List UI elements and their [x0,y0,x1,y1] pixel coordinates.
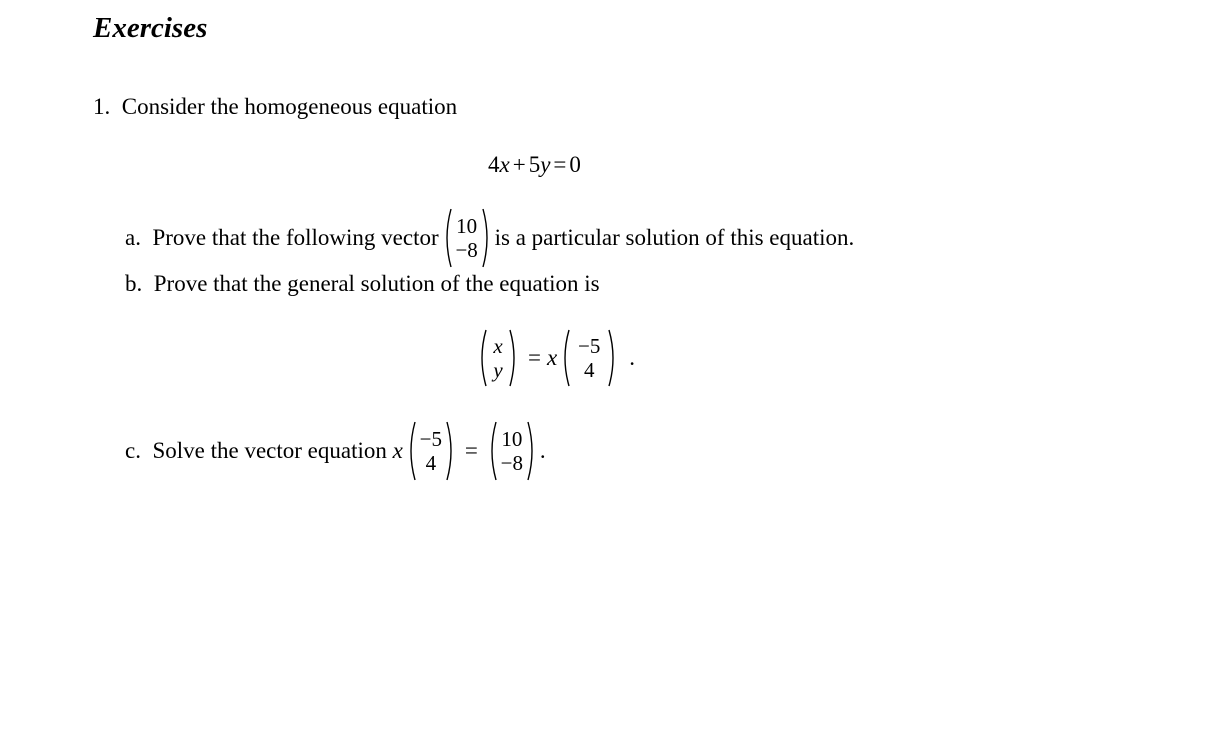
problem-intro [93,92,457,122]
period: . [539,438,546,463]
period: . [629,345,635,370]
section-title: Exercises [93,12,208,44]
right-paren-icon [527,421,537,481]
left-paren-icon [442,208,452,268]
part-b-text: Prove that the general solution of the equation is [153,271,600,296]
vector-entry: −5 [419,427,443,451]
coef-y: 5 [528,152,541,177]
right-paren-icon [608,329,618,387]
scalar-x: x [392,438,403,463]
direction-vector [406,421,456,481]
scalar-x: x [546,345,558,370]
vector-entry: 10 [456,214,478,238]
left-paren-icon [406,421,416,481]
part-b-label: b. [125,271,143,296]
right-paren-icon [446,421,456,481]
vector-entry: −5 [578,334,601,358]
left-paren-icon [560,329,570,387]
part-c [125,421,546,481]
coef-x: 4 [488,152,500,177]
equals-sign: = [464,438,478,463]
vector-entry: 4 [425,451,437,475]
plus-sign: + [512,152,526,177]
part-c-text: Solve the vector equation [152,438,387,463]
vector-entry: 4 [583,358,595,382]
part-a-text: Prove that the following vector [152,225,439,250]
var-y: y [540,152,551,177]
part-a-label: a. [125,225,141,250]
homogeneous-equation [488,150,581,180]
xy-vector [477,329,519,387]
direction-vector [560,329,618,387]
equals-sign: = [553,152,567,177]
vector-entry: −8 [455,238,478,262]
problem-number: 1. [93,94,111,119]
particular-solution-vector [442,208,492,268]
part-b [125,269,600,299]
vector-entry: x [493,334,503,358]
left-paren-icon [487,421,497,481]
part-c-label: c. [125,438,141,463]
part-a [125,208,854,268]
general-solution-equation [474,328,635,388]
right-paren-icon [509,329,519,387]
vector-entry: −8 [500,451,523,475]
part-a-text-after: is a particular solution of this equation. [494,225,855,250]
rhs-zero: 0 [569,152,581,177]
right-paren-icon [482,208,492,268]
left-paren-icon [477,329,487,387]
vector-entry: y [493,358,503,382]
target-vector [487,421,537,481]
vector-entry: 10 [501,427,523,451]
equals-sign: = [528,345,541,370]
intro-text: Consider the homogeneous equation [121,94,458,119]
var-x: x [499,152,510,177]
